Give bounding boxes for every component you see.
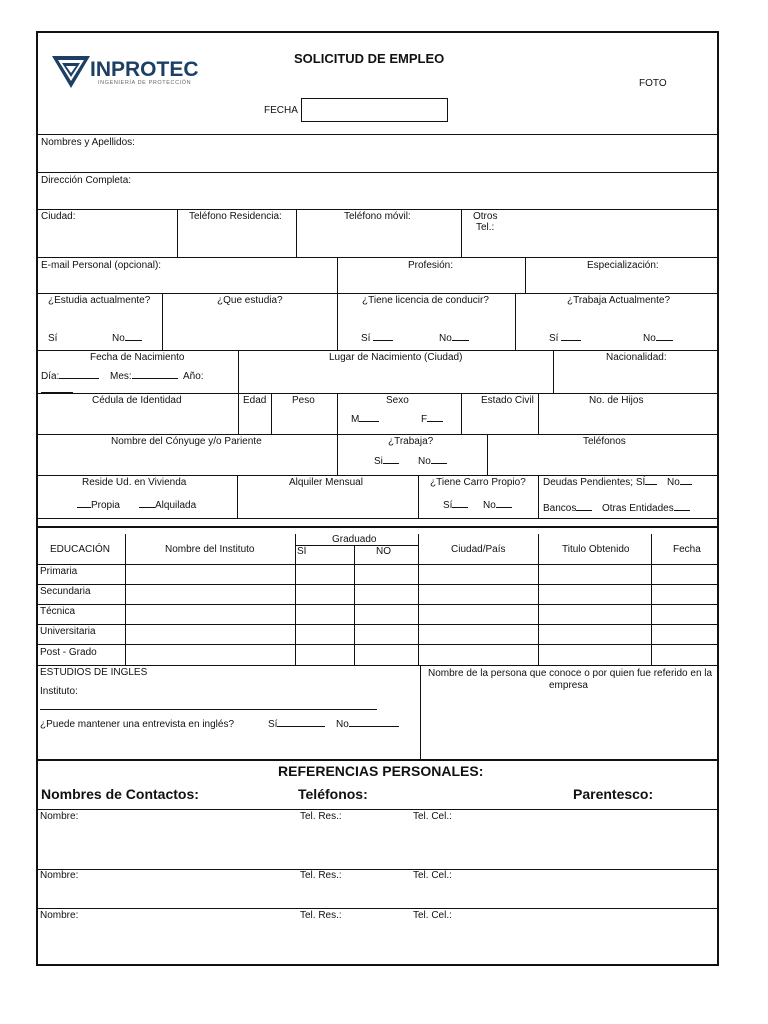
birth-day[interactable] (41, 371, 99, 383)
birth-place-label: Lugar de Nacimiento (Ciudad) (329, 352, 463, 363)
edu-header-education: EDUCACIÓN (50, 544, 111, 555)
yes-label: Sí (361, 333, 371, 344)
ref-2-cell: Tel. Cel.: (413, 870, 452, 881)
divider (125, 534, 126, 665)
housing-label: Reside Ud. en Vivienda (82, 477, 187, 488)
ref-2-name: Nombre: (40, 870, 79, 881)
blank (496, 507, 512, 508)
divider (37, 172, 718, 173)
car-no[interactable] (483, 500, 512, 512)
spouse-works-label: ¿Trabaja? (388, 436, 434, 447)
ref-1-name: Nombre: (40, 811, 79, 822)
names-label: Nombres y Apellidos: (41, 137, 135, 148)
other-phone-label: Otros (473, 211, 498, 222)
birth-date-label: Fecha de Nacimiento (90, 352, 185, 363)
inprotec-logo (50, 52, 230, 92)
debts-other[interactable] (602, 503, 690, 515)
si-label: Si (374, 456, 383, 467)
phones-header: Teléfonos: (298, 786, 368, 802)
birth-year-label: Año: (183, 371, 204, 382)
no-label: No (643, 333, 656, 344)
divider (237, 475, 238, 518)
ref-3-name: Nombre: (40, 910, 79, 921)
weight-label: Peso (292, 395, 315, 406)
divider (337, 393, 338, 475)
divider (525, 257, 526, 293)
age-label: Edad (243, 395, 267, 406)
referred-label: Nombre de la persona que conoce o por quien fue referido en la (428, 668, 713, 679)
city-label: Ciudad: (41, 211, 76, 222)
male-label: M (351, 414, 360, 425)
sex-label: Sexo (386, 395, 409, 406)
studying-label: ¿Estudia actualmente? (48, 295, 151, 306)
blank (59, 378, 99, 379)
own-label: Propia (91, 500, 120, 511)
no-label: No (418, 456, 431, 467)
blank (359, 421, 379, 422)
working-yes[interactable] (549, 333, 581, 345)
yes-label: Sí (443, 500, 453, 511)
divider (37, 434, 718, 435)
references-title: REFERENCIAS PERSONALES: (278, 763, 484, 779)
blank (452, 507, 468, 508)
id-card-label: Cédula de Identidad (92, 395, 182, 406)
divider (337, 257, 338, 350)
english-interview-no[interactable] (336, 719, 399, 731)
divider (515, 293, 516, 350)
yes-label: Sí (549, 333, 559, 344)
blank (680, 484, 692, 485)
edu-row-technical: Técnica (40, 606, 76, 617)
day-label: Día: (41, 371, 60, 382)
form-title: SOLICITUD DE EMPLEO (294, 51, 445, 66)
blank (452, 340, 469, 341)
svg-text:INPROTEC: INPROTEC (90, 58, 199, 81)
no-label: No (483, 500, 496, 511)
divider (295, 534, 296, 665)
yes-label: Sí (48, 333, 58, 344)
divider (37, 644, 718, 645)
email-label: E-mail Personal (opcional): (41, 260, 162, 271)
blank (125, 340, 142, 341)
divider (37, 624, 718, 625)
car-yes[interactable] (443, 500, 468, 512)
referred-label-2: empresa (549, 680, 588, 691)
spouse-label: Nombre del Cónyuge y/o Pariente (111, 436, 262, 447)
blank-line (40, 709, 377, 710)
edu-header-date: Fecha (673, 544, 701, 555)
divider (37, 518, 718, 519)
month-label: Mes: (110, 371, 132, 382)
edu-header-no: NO (376, 546, 391, 557)
divider (238, 393, 239, 434)
divider (37, 869, 718, 870)
edu-header-city: Ciudad/País (451, 544, 506, 555)
no-label: No (667, 477, 680, 488)
civil-status-label: Estado Civil (481, 395, 534, 406)
english-interview-yes[interactable] (268, 719, 325, 731)
contacts-header: Nombres de Contactos: (41, 786, 199, 802)
svg-text:INGENIERÍA DE PROTECCIÓN: INGENIERÍA DE PROTECCIÓN (98, 80, 192, 86)
debts-no[interactable] (667, 477, 692, 489)
blank (431, 463, 447, 464)
blank (645, 484, 657, 485)
divider (418, 534, 419, 665)
divider (177, 209, 178, 257)
divider (418, 475, 419, 518)
blank (132, 378, 178, 379)
blank (373, 340, 393, 341)
divider (162, 293, 163, 350)
spouse-works-no[interactable] (418, 456, 447, 468)
working-label: ¿Trabaja Actualmente? (567, 295, 671, 306)
divider (37, 475, 718, 476)
home-phone-label: Teléfono Residencia: (189, 211, 282, 222)
divider (37, 759, 718, 761)
blank-line (41, 392, 73, 393)
divider (37, 564, 718, 565)
studying-no[interactable] (112, 333, 142, 345)
divider (538, 475, 539, 518)
rented-label: Alquilada (155, 500, 197, 511)
license-label: ¿Tiene licencia de conducir? (362, 295, 489, 306)
no-label: No (439, 333, 452, 344)
english-institute-label: Instituto: (40, 686, 78, 697)
no-label: No (112, 333, 125, 344)
divider (461, 393, 462, 434)
rent-label: Alquiler Mensual (289, 477, 363, 488)
divider (651, 534, 652, 665)
spouse-works-yes[interactable] (374, 456, 399, 468)
edu-row-postgrad: Post - Grado (40, 647, 97, 658)
blank (383, 463, 399, 464)
address-label: Dirección Completa: (41, 175, 132, 186)
photo-label: FOTO (639, 78, 667, 89)
banks-label: Bancos (543, 503, 577, 514)
divider (37, 604, 718, 605)
debts-banks[interactable] (543, 503, 592, 515)
ref-1-cell: Tel. Cel.: (413, 811, 452, 822)
ref-3-cell: Tel. Cel.: (413, 910, 452, 921)
housing-own[interactable] (77, 500, 120, 512)
edu-header-institute: Nombre del Instituto (165, 544, 255, 555)
english-title: ESTUDIOS DE INGLES (40, 667, 148, 678)
license-no[interactable] (439, 333, 469, 345)
divider (238, 350, 239, 393)
divider (37, 393, 718, 394)
yes-label: Sí (268, 719, 278, 730)
divider (37, 257, 718, 258)
housing-rented[interactable] (139, 500, 196, 512)
divider (271, 393, 272, 434)
ref-1-home: Tel. Res.: (300, 811, 342, 822)
what-study-label: ¿Que estudia? (217, 295, 283, 306)
mobile-label: Teléfono móvil: (344, 211, 411, 222)
english-interview-label: ¿Puede mantener una entrevista en inglés? (40, 719, 235, 730)
date-field[interactable] (301, 98, 448, 122)
date-label: FECHA (264, 105, 298, 116)
divider (37, 209, 718, 210)
other-phone-label-2: Tel.: (476, 222, 495, 233)
birth-month[interactable] (110, 371, 178, 383)
divider (37, 350, 718, 351)
divider (37, 584, 718, 585)
blank (349, 726, 399, 727)
divider (538, 393, 539, 434)
debts-label: Deudas Pendientes; SÍ (543, 477, 646, 488)
blank (561, 340, 581, 341)
divider (538, 534, 539, 665)
divider (553, 350, 554, 393)
phones-label: Teléfonos (583, 436, 626, 447)
no-label: No (336, 719, 349, 730)
sex-male[interactable] (351, 414, 379, 426)
edu-header-title: Titulo Obtenido (562, 544, 630, 555)
divider (461, 209, 462, 257)
studying-yes[interactable] (48, 333, 57, 345)
ref-2-home: Tel. Res.: (300, 870, 342, 881)
debts-yes[interactable] (543, 477, 657, 489)
nationality-label: Nacionalidad: (606, 352, 667, 363)
edu-row-university: Universitaria (40, 626, 96, 637)
female-label: F (421, 414, 428, 425)
profession-label: Profesión: (408, 260, 454, 271)
blank (277, 726, 325, 727)
working-no[interactable] (643, 333, 673, 345)
blank (77, 507, 91, 508)
ref-3-home: Tel. Res.: (300, 910, 342, 921)
divider (37, 908, 718, 909)
divider (37, 665, 718, 666)
divider (420, 665, 421, 759)
children-label: No. de Hijos (589, 395, 644, 406)
divider (37, 809, 718, 810)
divider (37, 293, 718, 294)
blank (656, 340, 673, 341)
relationship-header: Parentesco: (573, 786, 654, 802)
blank (139, 507, 155, 508)
edu-row-secondary: Secundaria (40, 586, 91, 597)
edu-header-yes: SÍ (297, 546, 307, 557)
edu-header-graduated: Graduado (332, 534, 377, 545)
sex-female[interactable] (421, 414, 443, 426)
divider (296, 209, 297, 257)
other-entities-label: Otras Entidades (602, 503, 674, 514)
blank (674, 510, 690, 511)
divider (354, 545, 355, 665)
divider (37, 526, 718, 528)
divider (487, 434, 488, 475)
edu-row-primary: Primaria (40, 566, 78, 577)
blank (427, 421, 443, 422)
car-label: ¿Tiene Carro Propio? (430, 477, 526, 488)
blank (576, 510, 592, 511)
license-yes[interactable] (361, 333, 393, 345)
specialization-label: Especialización: (587, 260, 659, 271)
divider (37, 134, 718, 135)
